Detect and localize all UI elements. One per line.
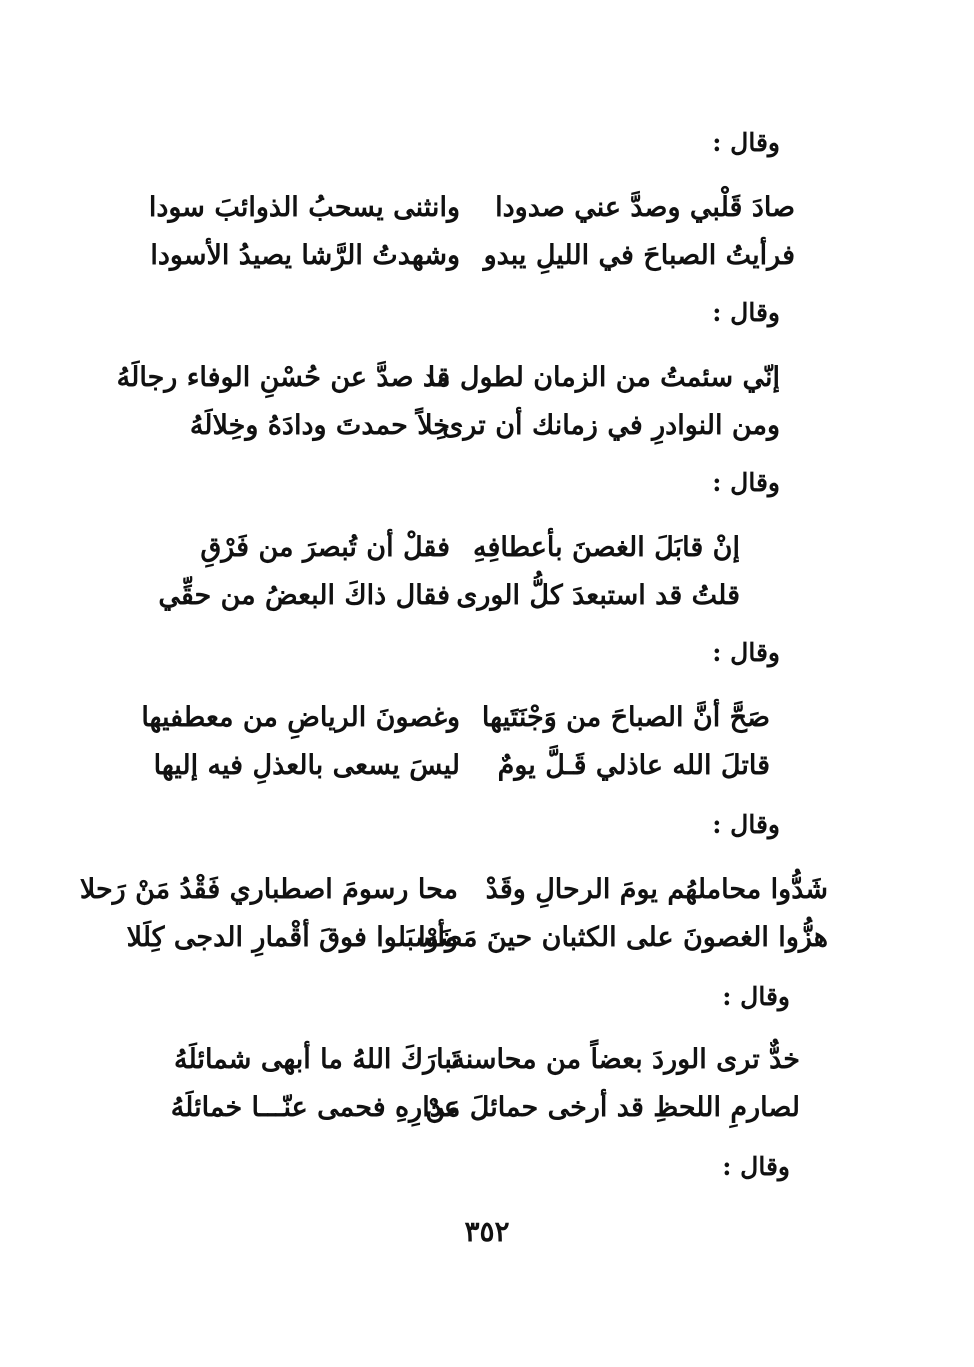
poem-3-line-1-left: فقلْ أن تُبصرَ من فَرْقِ bbox=[200, 532, 450, 563]
poem-4-line-1-left: وغصونَ الرياضِ من معطفيها bbox=[141, 702, 460, 733]
poem-3-line-1-right: إنْ قابَلَ الغصنَ بأعطافِهِ bbox=[473, 532, 740, 563]
poem-1 bbox=[150, 184, 795, 280]
poem-3 bbox=[158, 524, 740, 620]
poem-6-line-1-right: خدٌّ ترى الوردَ بعضاً من محاسنه bbox=[451, 1044, 800, 1075]
poem-1-line-2-right: فرأيتُ الصباحَ في الليلِ يبدو bbox=[483, 240, 795, 271]
poem-5-line-1-right: شَدُّوا محاملهُم يومَ الرحالِ وقَدْ bbox=[485, 874, 828, 905]
poem-2-label: وقال : bbox=[712, 298, 780, 327]
poem-4-line-2-left: ليسَ يسعى بالعذلِ فيه إليها bbox=[153, 750, 460, 781]
poem-5 bbox=[79, 866, 828, 962]
poem-6-line-1-left: تَبارَكَ اللهُ ما أبهى شمائلَهُ bbox=[174, 1044, 460, 1075]
poem-6-line-2-right: لصارمِ اللحظِ قد أرخى حمائلَ مَنْ bbox=[425, 1092, 800, 1123]
poem-2-line-2-left: خِلاً حمدتَ ودادَهُ وخِلالَهُ bbox=[189, 410, 450, 441]
poem-6 bbox=[150, 1036, 800, 1132]
poem-3-label: وقال : bbox=[712, 468, 780, 497]
poem-4-label: وقال : bbox=[712, 638, 780, 667]
poem-6-line-2-left: عذارِهِ فحمى عنّـــا خمائلَهُ bbox=[170, 1092, 460, 1123]
poem-3-line-2-right: قلتُ قد استبعدَ كلُّ الورى bbox=[456, 580, 740, 611]
poem-2-line-1-right: إنّي سئمتُ من الزمان لطول ما bbox=[427, 362, 780, 393]
poem-5-label: وقال : bbox=[712, 810, 780, 839]
poem-4 bbox=[141, 694, 770, 790]
poem-4-line-1-right: صَحَّ أنَّ الصباحَ من وَجْنَتَيها bbox=[481, 702, 770, 733]
poem-4-line-2-right: قاتلَ الله عاذلي قَـلَّ يومٌ bbox=[497, 750, 770, 781]
poem-1-line-2-left: وشهدتُ الرَّشا يصيدُ الأسودا bbox=[150, 240, 460, 271]
poem-1-line-1-left: وانثنى يسحبُ الذوائبَ سودا bbox=[148, 192, 460, 223]
closing-label: وقال : bbox=[722, 1152, 790, 1181]
poem-5-line-1-left: محا رسومَ اصطباري فَقْدُ مَنْ رَحلا bbox=[79, 874, 458, 905]
poem-1-line-1-right: صادَ قَلْبي وصدَّ عني صدودا bbox=[495, 192, 795, 223]
page-number: ٣٥٢ bbox=[464, 1215, 510, 1248]
poem-2-line-1-left: قد صدَّ عن حُسْنِ الوفاء رجالَهُ bbox=[116, 362, 450, 393]
poem-2 bbox=[116, 354, 780, 450]
poem-6-label: وقال : bbox=[722, 982, 790, 1011]
poem-3-line-2-left: فقال ذاكَ البعضُ من حقِّي bbox=[158, 580, 450, 611]
poem-5-line-2-left: وأسبَلوا فوقَ أقْمارِ الدجى كِلَلا bbox=[126, 922, 458, 953]
intro-label: وقال : bbox=[712, 128, 780, 157]
poem-5-line-2-right: هزُّوا الغصونَ على الكثبان حينَ مَضَوْا bbox=[418, 922, 828, 953]
poem-2-line-2-right: ومن النوادرِ في زمانك أن ترى bbox=[442, 410, 780, 441]
